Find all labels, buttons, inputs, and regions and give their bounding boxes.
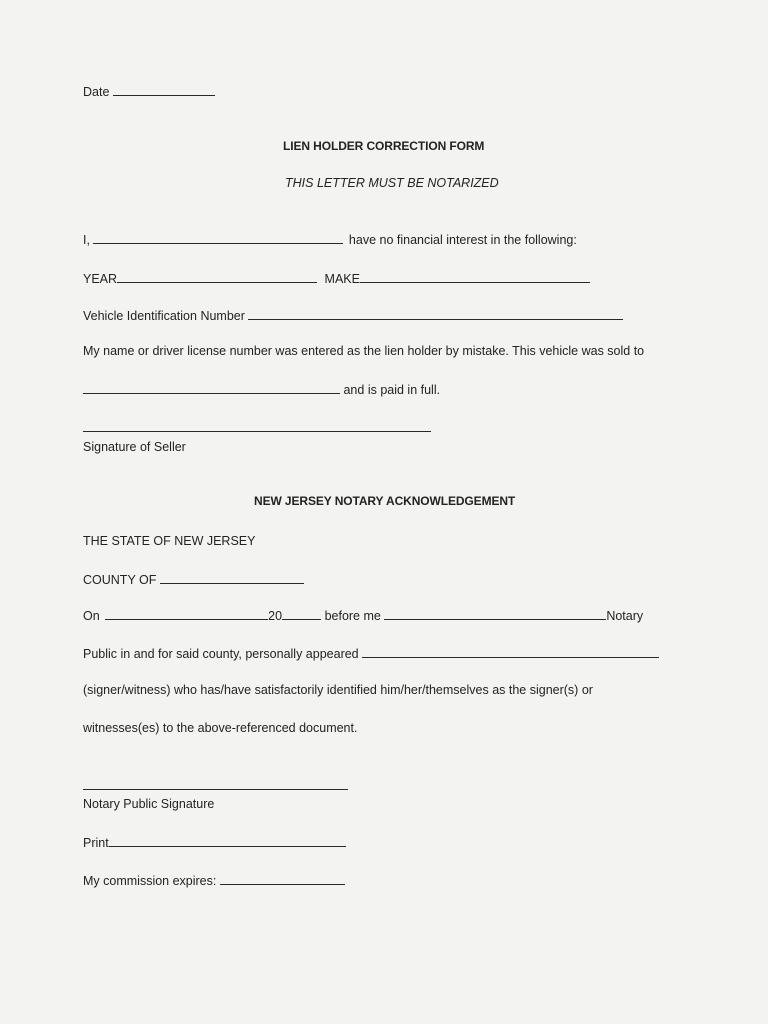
buyer-field[interactable]	[83, 381, 340, 394]
on-year-field[interactable]	[282, 607, 321, 620]
print-label: Print	[83, 836, 109, 850]
mistake-text: My name or driver license number was entered as the lien holder by mistake. This vehicle was sold to	[83, 344, 645, 358]
public-line	[83, 645, 659, 662]
notary-signature-field[interactable]	[83, 789, 348, 790]
county-field[interactable]	[160, 571, 304, 584]
owner-name-field[interactable]	[93, 231, 343, 244]
vin-line	[83, 307, 623, 324]
vin-field[interactable]	[248, 307, 623, 320]
print-line	[83, 834, 346, 851]
seller-signature-label: Signature of Seller	[83, 440, 186, 454]
public-text: Public in and for said county, personally appeared	[83, 647, 359, 661]
year-field[interactable]	[117, 270, 317, 283]
commission-line	[83, 872, 345, 889]
seller-signature-field[interactable]	[83, 431, 431, 432]
statement-prefix: I,	[83, 233, 90, 247]
appeared-field[interactable]	[362, 645, 659, 658]
on-label: On	[83, 609, 100, 623]
date-label: Date	[83, 85, 110, 99]
year-prefix: 20	[268, 609, 283, 623]
signer-text: (signer/witness) who has/have satisfactorily identified him/her/themselves as the signer(s) or	[83, 683, 593, 697]
notary-name-field[interactable]	[384, 607, 606, 620]
on-date-field[interactable]	[105, 607, 268, 620]
make-label: MAKE	[324, 272, 360, 286]
make-field[interactable]	[360, 270, 590, 283]
vin-label: Vehicle Identification Number	[83, 309, 245, 323]
paid-text: and is paid in full.	[343, 383, 441, 397]
statement-suffix: have no financial interest in the following:	[348, 233, 577, 247]
statement-line	[83, 231, 577, 248]
year-label: YEAR	[83, 272, 118, 286]
notary-signature-label: Notary Public Signature	[83, 797, 215, 811]
county-line	[83, 571, 304, 588]
notarized-note: THIS LETTER MUST BE NOTARIZED	[285, 176, 499, 190]
notary-title: NEW JERSEY NOTARY ACKNOWLEDGEMENT	[254, 494, 516, 508]
on-line	[83, 607, 643, 624]
print-field[interactable]	[109, 834, 346, 847]
witness-text: witnesses(es) to the above-referenced document.	[83, 721, 358, 735]
form-title: LIEN HOLDER CORRECTION FORM	[283, 139, 485, 153]
date-field[interactable]	[113, 83, 215, 96]
commission-label: My commission expires:	[83, 874, 217, 888]
county-label: COUNTY OF	[83, 573, 157, 587]
year-make-line	[83, 270, 590, 287]
notary-label: Notary	[606, 609, 644, 623]
before-me-label: before me	[324, 609, 381, 623]
commission-field[interactable]	[220, 872, 345, 885]
buyer-line	[83, 381, 440, 398]
date-line	[83, 83, 215, 100]
state-text: THE STATE OF NEW JERSEY	[83, 534, 256, 548]
